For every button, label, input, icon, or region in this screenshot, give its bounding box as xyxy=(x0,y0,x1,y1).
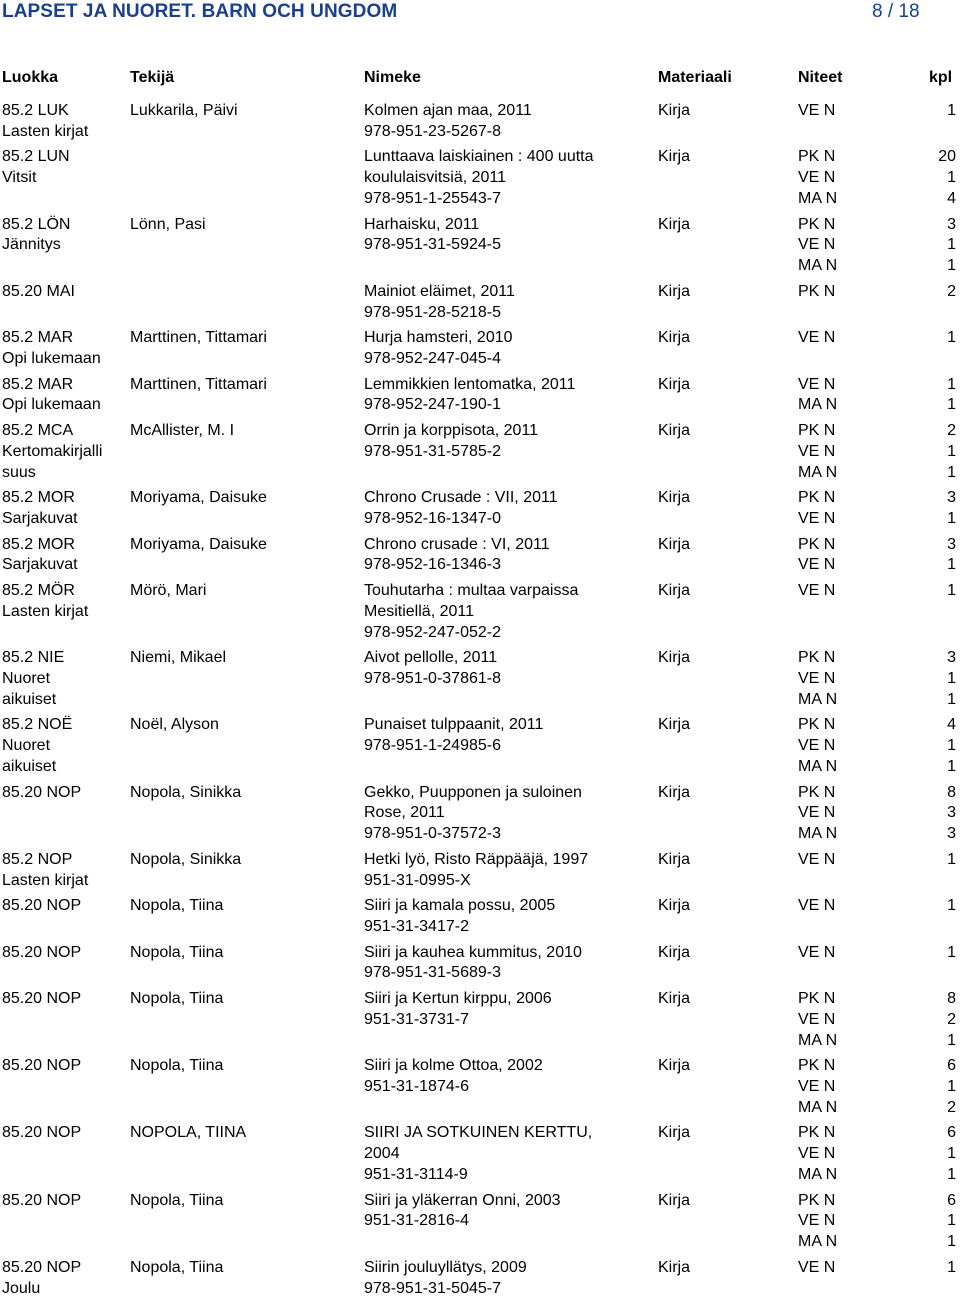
luokka-cell: 85.20 NOP xyxy=(2,943,82,961)
niteet-location: PK N xyxy=(798,282,836,300)
kpl-count: 1 xyxy=(947,757,956,775)
table-row xyxy=(0,215,960,277)
tekija-cell: Lönn, Pasi xyxy=(130,215,206,233)
niteet-location: VE N xyxy=(798,509,836,527)
materiaali-cell: Kirja xyxy=(658,649,691,667)
kpl-cell xyxy=(900,1056,956,1118)
kpl-count: 1 xyxy=(947,463,956,481)
niteet-location: VE N xyxy=(798,236,836,254)
niteet-location: VE N xyxy=(798,375,836,393)
table-row xyxy=(0,989,960,1051)
niteet-cell xyxy=(798,896,898,917)
materiaali-cell: Kirja xyxy=(658,329,691,347)
table-row xyxy=(0,943,960,985)
column-header-materiaali: Materiaali xyxy=(658,69,732,86)
table-row xyxy=(0,101,960,143)
kpl-count: 1 xyxy=(947,257,956,275)
table-row xyxy=(0,282,960,324)
nimeke-cell: Siiri ja yläkerran Onni, 2003 951-31-2816-4 xyxy=(364,1191,561,1230)
kpl-count: 3 xyxy=(947,825,956,843)
materiaali-cell: Kirja xyxy=(658,1124,691,1142)
kpl-count: 1 xyxy=(947,1212,956,1230)
tekija-cell: Nopola, Tiina xyxy=(130,990,224,1007)
kpl-count: 2 xyxy=(947,1010,956,1028)
niteet-cell xyxy=(798,215,898,277)
kpl-count: 2 xyxy=(947,422,956,439)
kpl-count: 3 xyxy=(947,215,956,233)
luokka-cell: 85.20 MAI xyxy=(2,282,75,300)
materiaali-cell: Kirja xyxy=(658,422,691,439)
kpl-cell xyxy=(900,581,956,602)
niteet-cell xyxy=(798,715,898,777)
table-row xyxy=(0,850,960,892)
nimeke-cell: Orrin ja korppisota, 2011 978-951-31-5785-2 xyxy=(364,422,539,460)
nimeke-cell: Siiri ja kamala possu, 2005 951-31-3417-2 xyxy=(364,897,556,935)
kpl-count: 1 xyxy=(947,442,956,460)
kpl-count: 1 xyxy=(947,1077,956,1095)
kpl-cell xyxy=(900,488,956,530)
kpl-count: 3 xyxy=(947,535,956,553)
niteet-location: PK N xyxy=(798,783,836,801)
niteet-location: PK N xyxy=(798,990,836,1007)
nimeke-cell: Aivot pellolle, 2011 978-951-0-37861-8 xyxy=(364,649,501,687)
tekija-cell: Nopola, Tiina xyxy=(130,943,224,961)
materiaali-cell: Kirja xyxy=(658,897,691,915)
tekija-cell: Noël, Alyson xyxy=(130,716,219,734)
page-title: LAPSET JA NUORET. BARN OCH UNGDOM xyxy=(2,1,398,22)
kpl-count: 4 xyxy=(947,716,956,734)
kpl-count: 1 xyxy=(947,1258,956,1276)
table-row xyxy=(0,328,960,370)
kpl-cell xyxy=(900,1191,956,1253)
nimeke-cell: Hetki lyö, Risto Räppääjä, 1997 951-31-0995-X xyxy=(364,850,589,889)
kpl-count: 1 xyxy=(947,1165,956,1183)
table-row xyxy=(0,147,960,209)
niteet-location: PK N xyxy=(798,148,836,166)
luokka-cell: 85.20 NOP xyxy=(2,1191,82,1209)
luokka-cell: 85.20 NOP xyxy=(2,1124,82,1142)
kpl-count: 3 xyxy=(947,649,956,667)
niteet-location: VE N xyxy=(798,556,836,574)
kpl-count: 8 xyxy=(947,783,956,801)
materiaali-cell: Kirja xyxy=(658,783,691,801)
kpl-cell xyxy=(900,783,956,845)
niteet-cell xyxy=(798,783,898,845)
tekija-cell: Moriyama, Daisuke xyxy=(130,489,267,507)
niteet-location: PK N xyxy=(798,489,836,507)
niteet-location: PK N xyxy=(798,535,836,553)
niteet-cell xyxy=(798,1258,898,1279)
niteet-cell xyxy=(798,282,898,303)
table-row xyxy=(0,535,960,577)
luokka-cell: 85.2 NIE Nuoret aikuiset xyxy=(2,649,65,708)
niteet-cell xyxy=(798,1123,898,1185)
materiaali-cell: Kirja xyxy=(658,1057,691,1075)
kpl-cell xyxy=(900,648,956,710)
niteet-location: VE N xyxy=(798,737,836,755)
tekija-cell: Lukkarila, Päivi xyxy=(130,102,238,119)
materiaali-cell: Kirja xyxy=(658,148,691,166)
niteet-location: PK N xyxy=(798,1191,836,1209)
luokka-cell: 85.2 LUK Lasten kirjat xyxy=(2,102,89,140)
kpl-cell xyxy=(900,215,956,277)
kpl-cell xyxy=(900,715,956,777)
table-row xyxy=(0,1123,960,1185)
niteet-location: MA N xyxy=(798,396,838,414)
kpl-count: 1 xyxy=(947,943,956,961)
materiaali-cell: Kirja xyxy=(658,102,691,119)
kpl-count: 1 xyxy=(947,737,956,755)
niteet-location: MA N xyxy=(798,1031,838,1049)
column-header-kpl: kpl xyxy=(929,69,953,86)
materiaali-cell: Kirja xyxy=(658,489,691,507)
kpl-cell xyxy=(900,989,956,1051)
kpl-count: 1 xyxy=(947,329,956,347)
tekija-cell: Marttinen, Tittamari xyxy=(130,375,267,393)
luokka-cell: 85.2 MCA Kertomakirjalli suus xyxy=(2,422,103,481)
materiaali-cell: Kirja xyxy=(658,215,691,233)
nimeke-cell: Lemmikkien lentomatka, 2011 978-952-247-190-1 xyxy=(364,375,576,414)
luokka-cell: 85.2 MOR Sarjakuvat xyxy=(2,489,78,527)
nimeke-cell: Touhutarha : multaa varpaissa Mesitiellä, 2011 978-952-247-052-2 xyxy=(364,582,579,641)
kpl-count: 1 xyxy=(947,1031,956,1049)
kpl-count: 8 xyxy=(947,990,956,1007)
table-row xyxy=(0,783,960,845)
column-header-tekija: Tekijä xyxy=(130,69,175,86)
kpl-count: 6 xyxy=(947,1124,956,1142)
luokka-cell: 85.2 MOR Sarjakuvat xyxy=(2,535,78,574)
kpl-cell xyxy=(900,101,956,122)
kpl-count: 1 xyxy=(947,396,956,414)
kpl-count: 1 xyxy=(947,236,956,254)
nimeke-cell: Mainiot eläimet, 2011 978-951-28-5218-5 xyxy=(364,282,515,321)
column-header-niteet: Niteet xyxy=(798,69,843,86)
kpl-cell xyxy=(900,282,956,303)
niteet-location: MA N xyxy=(798,463,838,481)
niteet-cell xyxy=(798,421,898,483)
kpl-count: 3 xyxy=(947,804,956,822)
kpl-cell xyxy=(900,421,956,483)
kpl-cell xyxy=(900,535,956,577)
kpl-count: 4 xyxy=(947,189,956,207)
niteet-cell xyxy=(798,328,898,349)
materiaali-cell: Kirja xyxy=(658,1258,691,1276)
materiaali-cell: Kirja xyxy=(658,716,691,734)
kpl-count: 1 xyxy=(947,169,956,187)
table-row xyxy=(0,1191,960,1253)
niteet-location: VE N xyxy=(798,804,836,822)
kpl-cell xyxy=(900,1123,956,1185)
kpl-count: 3 xyxy=(947,489,956,507)
table-row xyxy=(0,1258,960,1300)
table-row xyxy=(0,488,960,530)
luokka-cell: 85.2 LUN Vitsit xyxy=(2,148,70,187)
niteet-location: PK N xyxy=(798,1124,836,1142)
materiaali-cell: Kirja xyxy=(658,582,691,599)
niteet-location: VE N xyxy=(798,897,836,915)
luokka-cell: 85.2 NOË Nuoret aikuiset xyxy=(2,716,73,775)
niteet-location: MA N xyxy=(798,1098,838,1116)
tekija-cell: Marttinen, Tittamari xyxy=(130,329,267,347)
nimeke-cell: Lunttaava laiskiainen : 400 uutta koululaisvitsiä, 2011 978-951-1-25543-7 xyxy=(364,148,594,207)
niteet-location: VE N xyxy=(798,1212,836,1230)
nimeke-cell: Hurja hamsteri, 2010 978-952-247-045-4 xyxy=(364,329,513,367)
kpl-cell xyxy=(900,328,956,349)
luokka-cell: 85.2 MAR Opi lukemaan xyxy=(2,375,101,414)
kpl-cell xyxy=(900,147,956,209)
niteet-location: VE N xyxy=(798,1145,836,1163)
niteet-cell xyxy=(798,147,898,209)
tekija-cell: Mörö, Mari xyxy=(130,582,207,599)
nimeke-cell: Siirin jouluyllätys, 2009 978-951-31-5045-7 xyxy=(364,1258,527,1297)
luokka-cell: 85.20 NOP xyxy=(2,1057,82,1075)
niteet-location: VE N xyxy=(798,850,836,868)
luokka-cell: 85.2 MAR Opi lukemaan xyxy=(2,329,101,367)
table-row xyxy=(0,421,960,483)
luokka-cell: 85.20 NOP Joulu xyxy=(2,1258,82,1297)
kpl-count: 1 xyxy=(947,850,956,868)
niteet-location: PK N xyxy=(798,1057,836,1075)
niteet-cell xyxy=(798,488,898,530)
niteet-location: MA N xyxy=(798,1233,838,1251)
materiaali-cell: Kirja xyxy=(658,535,691,553)
niteet-location: PK N xyxy=(798,215,836,233)
niteet-location: VE N xyxy=(798,1010,836,1028)
table-row xyxy=(0,375,960,417)
materiaali-cell: Kirja xyxy=(658,1191,691,1209)
tekija-cell: Nopola, Sinikka xyxy=(130,850,242,868)
kpl-cell xyxy=(900,1258,956,1279)
kpl-count: 1 xyxy=(947,582,956,599)
niteet-location: VE N xyxy=(798,102,836,119)
niteet-location: VE N xyxy=(798,329,836,347)
luokka-cell: 85.20 NOP xyxy=(2,783,82,801)
table-row xyxy=(0,581,960,643)
nimeke-cell: Gekko, Puupponen ja suloinen Rose, 2011 978-951-0-37572-3 xyxy=(364,783,582,843)
niteet-location: VE N xyxy=(798,669,836,687)
niteet-cell xyxy=(798,943,898,964)
kpl-count: 1 xyxy=(947,1233,956,1251)
luokka-cell: 85.2 MÖR Lasten kirjat xyxy=(2,582,89,620)
tekija-cell: NOPOLA, TIINA xyxy=(130,1124,247,1142)
materiaali-cell: Kirja xyxy=(658,850,691,868)
tekija-cell: Nopola, Tiina xyxy=(130,1057,224,1075)
nimeke-cell: Chrono crusade : VI, 2011 978-952-16-1346-3 xyxy=(364,535,550,574)
luokka-cell: 85.2 NOP Lasten kirjat xyxy=(2,850,89,889)
niteet-location: PK N xyxy=(798,716,836,734)
nimeke-cell: Punaiset tulppaanit, 2011 978-951-1-24985-6 xyxy=(364,716,544,755)
niteet-location: PK N xyxy=(798,649,836,667)
kpl-count: 6 xyxy=(947,1057,956,1075)
niteet-location: MA N xyxy=(798,1165,838,1183)
niteet-cell xyxy=(798,850,898,871)
kpl-count: 1 xyxy=(947,1145,956,1163)
niteet-cell xyxy=(798,648,898,710)
niteet-cell xyxy=(798,375,898,417)
luokka-cell: 85.2 LÖN Jännitys xyxy=(2,215,71,254)
materiaali-cell: Kirja xyxy=(658,282,691,300)
column-header-nimeke: Nimeke xyxy=(364,69,421,86)
materiaali-cell: Kirja xyxy=(658,375,691,393)
niteet-cell xyxy=(798,535,898,577)
nimeke-cell: Harhaisku, 2011 978-951-31-5924-5 xyxy=(364,215,501,254)
kpl-count: 20 xyxy=(938,148,956,166)
kpl-count: 1 xyxy=(947,102,956,119)
niteet-location: MA N xyxy=(798,757,838,775)
table-row xyxy=(0,648,960,710)
niteet-location: VE N xyxy=(798,943,836,961)
niteet-location: MA N xyxy=(798,257,838,275)
niteet-location: VE N xyxy=(798,1258,836,1276)
kpl-count: 2 xyxy=(947,282,956,300)
kpl-cell xyxy=(900,850,956,871)
niteet-cell xyxy=(798,101,898,122)
table-row xyxy=(0,715,960,777)
luokka-cell: 85.20 NOP xyxy=(2,990,82,1007)
kpl-count: 1 xyxy=(947,897,956,915)
niteet-location: MA N xyxy=(798,825,838,843)
niteet-cell xyxy=(798,989,898,1051)
niteet-cell xyxy=(798,1056,898,1118)
tekija-cell: McAllister, M. I xyxy=(130,422,235,439)
materiaali-cell: Kirja xyxy=(658,990,691,1007)
niteet-location: MA N xyxy=(798,189,838,207)
page-number: 8 / 18 xyxy=(872,1,920,22)
kpl-count: 1 xyxy=(947,690,956,708)
nimeke-cell: Siiri ja kauhea kummitus, 2010 978-951-31-5689-3 xyxy=(364,943,582,982)
niteet-location: VE N xyxy=(798,442,836,460)
niteet-location: MA N xyxy=(798,690,838,708)
tekija-cell: Niemi, Mikael xyxy=(130,649,227,667)
niteet-cell xyxy=(798,581,898,602)
tekija-cell: Nopola, Tiina xyxy=(130,1191,224,1209)
niteet-location: VE N xyxy=(798,582,836,599)
kpl-count: 1 xyxy=(947,669,956,687)
nimeke-cell: Kolmen ajan maa, 2011 978-951-23-5267-8 xyxy=(364,102,532,140)
tekija-cell: Nopola, Sinikka xyxy=(130,783,242,801)
column-header-luokka: Luokka xyxy=(2,69,59,86)
kpl-count: 6 xyxy=(947,1191,956,1209)
table-row xyxy=(0,896,960,938)
tekija-cell: Moriyama, Daisuke xyxy=(130,535,267,553)
kpl-count: 1 xyxy=(947,509,956,527)
kpl-cell xyxy=(900,896,956,917)
tekija-cell: Nopola, Tiina xyxy=(130,1258,224,1276)
nimeke-cell: Siiri ja kolme Ottoa, 2002 951-31-1874-6 xyxy=(364,1057,543,1095)
kpl-cell xyxy=(900,375,956,417)
niteet-location: VE N xyxy=(798,1077,836,1095)
tekija-cell: Nopola, Tiina xyxy=(130,897,224,915)
niteet-location: VE N xyxy=(798,169,836,187)
table-row xyxy=(0,1056,960,1118)
nimeke-cell: SIIRI JA SOTKUINEN KERTTU, 2004 951-31-3114-9 xyxy=(364,1124,593,1183)
kpl-count: 1 xyxy=(947,375,956,393)
kpl-cell xyxy=(900,943,956,964)
niteet-location: PK N xyxy=(798,422,836,439)
materiaali-cell: Kirja xyxy=(658,943,691,961)
kpl-count: 1 xyxy=(947,556,956,574)
kpl-count: 2 xyxy=(947,1098,956,1116)
nimeke-cell: Chrono Crusade : VII, 2011 978-952-16-1347-0 xyxy=(364,489,558,527)
niteet-cell xyxy=(798,1191,898,1253)
nimeke-cell: Siiri ja Kertun kirppu, 2006 951-31-3731-7 xyxy=(364,990,552,1028)
luokka-cell: 85.20 NOP xyxy=(2,897,82,915)
